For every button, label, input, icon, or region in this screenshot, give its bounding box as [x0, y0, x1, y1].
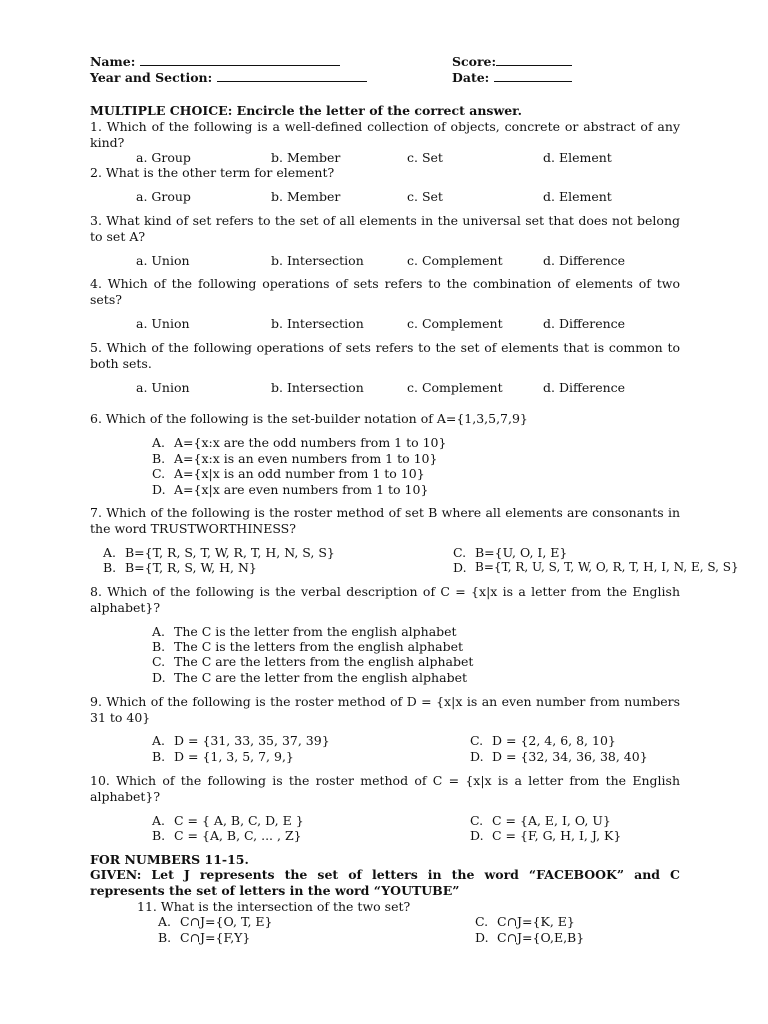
option-text: The C are the letter from the english alphabet: [174, 670, 467, 685]
score-field: [452, 54, 572, 70]
option-letter: D.: [470, 749, 484, 764]
score-label: Score:: [452, 54, 497, 69]
q7-option-b[interactable]: [103, 560, 257, 576]
option-letter: B.: [103, 560, 117, 575]
option-text: C = {F, G, H, I, J, K}: [492, 828, 622, 843]
q10-option-b[interactable]: [152, 828, 302, 844]
question-4: 4. Which of the following operations of sets refers to the combination of elements of two sets?: [90, 276, 680, 307]
q7-option-d[interactable]: [453, 560, 739, 576]
q6-option-b[interactable]: [152, 451, 438, 467]
q3-option-c[interactable]: c. Complement: [407, 253, 503, 268]
option-text: The C is the letters from the english alphabet: [174, 639, 463, 654]
q8-option-d[interactable]: [152, 670, 467, 686]
q8-option-a[interactable]: [152, 624, 457, 640]
question-10: 10. Which of the following is the roster method of C = {x|x is a letter from the English alphabet}?: [90, 773, 680, 804]
option-letter: B.: [158, 930, 172, 945]
q3-option-b[interactable]: b. Intersection: [271, 253, 364, 268]
q4-option-b[interactable]: b. Intersection: [271, 316, 364, 331]
question-7: 7. Which of the following is the roster method of set B where all elements are consonants in the word TRUSTWORTHINESS?: [90, 505, 680, 536]
option-text: C = {A, E, I, O, U}: [492, 813, 611, 828]
question-11: 11. What is the intersection of the two set?: [137, 899, 411, 914]
question-1: 1. Which of the following is a well-defined collection of objects, concrete or abstract of any kind?: [90, 119, 680, 150]
q2-option-a[interactable]: a. Group: [136, 189, 191, 204]
option-text: D = {31, 33, 35, 37, 39}: [174, 733, 330, 748]
year-section-label: Year and Section:: [90, 70, 213, 85]
option-letter: B.: [152, 749, 166, 764]
q1-option-d[interactable]: d. Element: [543, 150, 612, 165]
option-letter: D.: [475, 930, 489, 945]
option-text: B={T, R, S, T, W, R, T, H, N, S, S}: [125, 545, 335, 560]
option-text: A={x:x is an even numbers from 1 to 10}: [174, 451, 438, 466]
option-text: C∩J={O, T, E}: [180, 914, 273, 929]
option-text: C = { A, B, C, D, E }: [174, 813, 304, 828]
option-text: C∩J={F,Y}: [180, 930, 251, 945]
q11-option-b[interactable]: [158, 930, 251, 946]
question-6: 6. Which of the following is the set-builder notation of A={1,3,5,7,9}: [90, 411, 528, 426]
date-field: [452, 70, 572, 86]
option-text: The C is the letter from the english alphabet: [174, 624, 457, 639]
year-section-field: [90, 70, 367, 86]
q5-option-d[interactable]: d. Difference: [543, 380, 626, 395]
q10-option-c[interactable]: [470, 813, 611, 829]
q4-option-a[interactable]: a. Union: [136, 316, 190, 331]
option-letter: A.: [152, 435, 166, 450]
q11-option-d[interactable]: [475, 930, 585, 946]
q11-option-c[interactable]: [475, 914, 575, 930]
name-label: Name:: [90, 54, 136, 69]
option-text: B={T, R, U, S, T, W, O, R, T, H, I, N, E, S, S}: [475, 560, 739, 574]
option-text: D = {1, 3, 5, 7, 9,}: [174, 749, 294, 764]
question-2: 2. What is the other term for element?: [90, 165, 335, 180]
date-label: Date:: [452, 70, 490, 85]
given-statement: GIVEN: Let J represents the set of letters in the word “FACEBOOK” and C represents the set of letters in the word “YOUTUBE”: [90, 867, 680, 898]
q9-option-c[interactable]: [470, 733, 616, 749]
q2-option-c[interactable]: c. Set: [407, 189, 443, 204]
q7-option-a[interactable]: [103, 545, 335, 561]
option-letter: C.: [475, 914, 489, 929]
option-letter: A.: [158, 914, 172, 929]
q5-option-a[interactable]: a. Union: [136, 380, 190, 395]
option-letter: B.: [152, 828, 166, 843]
q8-option-c[interactable]: [152, 654, 474, 670]
q11-option-a[interactable]: [158, 914, 273, 930]
question-8: 8. Which of the following is the verbal description of C = {x|x is a letter from the English alphabet}?: [90, 584, 680, 615]
q3-option-a[interactable]: a. Union: [136, 253, 190, 268]
q5-option-c[interactable]: c. Complement: [407, 380, 503, 395]
option-letter: B.: [152, 451, 166, 466]
q9-option-a[interactable]: [152, 733, 330, 749]
q8-option-b[interactable]: [152, 639, 463, 655]
option-text: B={U, O, I, E}: [475, 545, 568, 560]
q10-option-d[interactable]: [470, 828, 622, 844]
question-5: 5. Which of the following operations of sets refers to the set of elements that is common to both sets.: [90, 340, 680, 371]
option-text: The C are the letters from the english alphabet: [174, 654, 474, 669]
q5-option-b[interactable]: b. Intersection: [271, 380, 364, 395]
q6-option-c[interactable]: [152, 466, 425, 482]
q10-option-a[interactable]: [152, 813, 304, 829]
option-text: A={x:x are the odd numbers from 1 to 10}: [174, 435, 447, 450]
score-blank[interactable]: [496, 55, 572, 66]
q1-option-c[interactable]: c. Set: [407, 150, 443, 165]
year-section-blank[interactable]: [217, 71, 367, 82]
option-letter: D.: [152, 670, 166, 685]
option-letter: D.: [152, 482, 166, 497]
question-9: 9. Which of the following is the roster method of D = {x|x is an even number from numbers 31 to 40}: [90, 694, 680, 725]
section-title: FOR NUMBERS 11-15.: [90, 852, 249, 867]
option-text: C = {A, B, C, ... , Z}: [174, 828, 302, 843]
date-blank[interactable]: [494, 71, 572, 82]
q4-option-c[interactable]: c. Complement: [407, 316, 503, 331]
instructions: MULTIPLE CHOICE: Encircle the letter of the correct answer.: [90, 103, 522, 118]
option-text: A={x|x is an odd number from 1 to 10}: [174, 466, 425, 481]
option-text: D = {32, 34, 36, 38, 40}: [492, 749, 648, 764]
option-text: A={x|x are even numbers from 1 to 10}: [174, 482, 429, 497]
option-letter: D.: [453, 560, 467, 575]
option-letter: D.: [470, 828, 484, 843]
option-letter: C.: [152, 466, 166, 481]
name-field: [90, 54, 340, 70]
q1-option-b[interactable]: b. Member: [271, 150, 341, 165]
q1-option-a[interactable]: a. Group: [136, 150, 191, 165]
option-letter: C.: [470, 733, 484, 748]
name-blank[interactable]: [140, 55, 340, 66]
question-3: 3. What kind of set refers to the set of all elements in the universal set that does not belong to set A?: [90, 213, 680, 244]
q7-option-c[interactable]: [453, 545, 568, 561]
option-letter: A.: [152, 733, 166, 748]
option-text: B={T, R, S, W, H, N}: [125, 560, 257, 575]
option-text: C∩J={K, E}: [497, 914, 575, 929]
option-letter: C.: [470, 813, 484, 828]
q9-option-b[interactable]: [152, 749, 294, 765]
option-letter: A.: [152, 624, 166, 639]
q2-option-d[interactable]: d. Element: [543, 189, 612, 204]
q6-option-a[interactable]: [152, 435, 447, 451]
option-text: D = {2, 4, 6, 8, 10}: [492, 733, 616, 748]
option-letter: A.: [152, 813, 166, 828]
option-letter: A.: [103, 545, 117, 560]
q2-option-b[interactable]: b. Member: [271, 189, 341, 204]
option-text: C∩J={O,E,B}: [497, 930, 585, 945]
q4-option-d[interactable]: d. Difference: [543, 316, 626, 331]
option-letter: C.: [453, 545, 467, 560]
q6-option-d[interactable]: [152, 482, 429, 498]
option-letter: C.: [152, 654, 166, 669]
q3-option-d[interactable]: d. Difference: [543, 253, 626, 268]
option-letter: B.: [152, 639, 166, 654]
q9-option-d[interactable]: [470, 749, 648, 765]
